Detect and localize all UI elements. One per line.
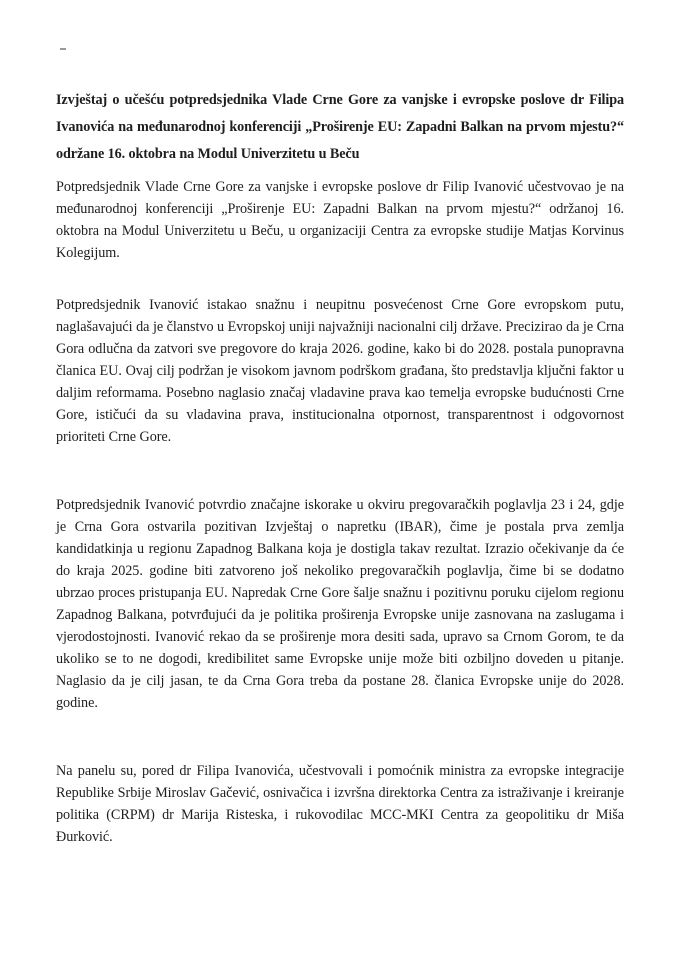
scan-mark	[60, 48, 66, 50]
paragraph-1: Potpredsjednik Vlade Crne Gore za vanjske i evropske poslove dr Filip Ivanović učestvovao je na međunarodnoj konferenciji „Proširenje EU: Zapadni Balkan na prvom mjestu?“ održanoj 16. oktobra na Modul Univerzitetu u Beču, u organizaciji Centra za evropske studije Matjas Korvinus Kolegijum.	[56, 179, 624, 261]
paragraph-2: Potpredsjednik Ivanović istakao snažnu i neupitnu posvećenost Crne Gore evropskom putu, naglašavajući da je članstvo u Evropskoj uniji najvažniji nacionalni cilj države. Precizirao da je Crna Gora odlučna da zatvori sve pregovore do kraja 2026. godine, kako bi do 2028. postala punopravna članica EU. Ovaj cilj podržan je visokom javnom podrškom građana, što predstavlja ključni faktor u daljim reformama. Posebno naglasio značaj vladavine prava kao temelja evropske budućnosti Crne Gore, ističući da su vladavina prava, institucionalna otpornost, transparentnost i odgovornost prioriteti Crne Gore.	[56, 297, 624, 445]
document-title: Izvještaj o učešću potpredsjednika Vlade Crne Gore za vanjske i evropske poslove dr Filipa Ivanovića na međunarodnoj konferenciji „Proširenje EU: Zapadni Balkan na prvom mjestu?“ održane 16. oktobra na Modul Univerzitetu u Beču	[56, 92, 624, 162]
paragraph-3: Potpredsjednik Ivanović potvrdio značajne iskorake u okviru pregovaračkih poglavlja 23 i 24, gdje je Crna Gora ostvarila pozitivan Izvještaj o napretku (IBAR), čime je postala prva zemlja kandidatkinja u regionu Zapadnog Balkana koja je dostigla takav rezultat. Izrazio očekivanje da će do kraja 2025. godine biti zatvoreno još nekoliko pregovaračkih poglavlja, čime bi se dodatno ubrzao proces pristupanja EU. Napredak Crne Gore šalje snažnu i pozitivnu poruku cijelom regionu Zapadnog Balkana, potvrđujući da je politika proširenja Evropske unije zasnovana na zaslugama i vjerodostojnosti. Ivanović rekao da se proširenje mora desiti sada, upravo sa Crnom Gorom, te da ukoliko se to ne dogodi, kredibilitet same Evropske unije može biti ozbiljno doveden u pitanje. Naglasio da je cilj jasan, te da Crna Gora treba da postane 28. članica Evropske unije do 2028. godine.	[56, 497, 624, 711]
paragraph-4: Na panelu su, pored dr Filipa Ivanovića, učestvovali i pomoćnik ministra za evropske integracije Republike Srbije Miroslav Gačević, osnivačica i izvršna direktorka Centra za istraživanje i kreiranje politika (CRPM) dr Marija Risteska, i rukovodilac MCC-MKI Centra za geopolitiku dr Miša Đurković.	[56, 763, 624, 845]
